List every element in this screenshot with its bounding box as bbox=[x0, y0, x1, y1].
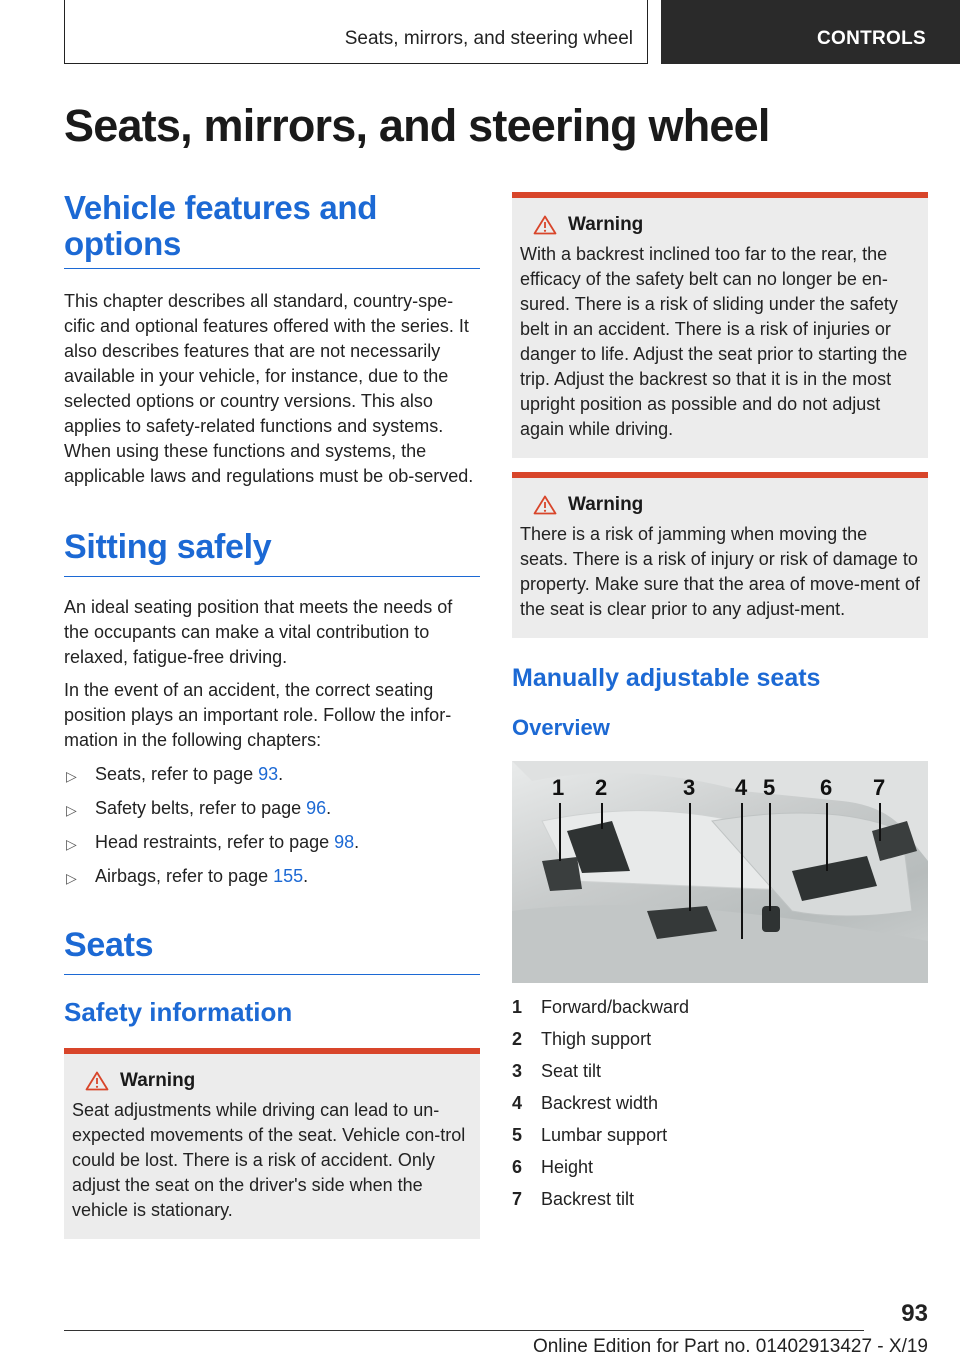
triangle-bullet-icon: ▷ bbox=[66, 768, 77, 784]
page-link[interactable]: 98 bbox=[334, 832, 355, 852]
warning-text: There is a risk of jamming when moving the seats. There is a risk of injury or risk of damage to property. Make sure that the area of move-ment of the seat is clear prior to any adjust-ment. bbox=[520, 524, 920, 619]
seat-controls-photo bbox=[512, 761, 928, 983]
vehicle-features-heading-line1: Vehicle features and bbox=[64, 189, 378, 226]
warning-text: Seat adjustments while driving can lead to un-expected movements of the seat. Vehicle con-trol could be lost. There is a risk of accident. Only adjust the seat on the driver's side when the vehicle is stationary. bbox=[72, 1100, 466, 1220]
legend-number: 2 bbox=[512, 1029, 523, 1049]
warning-header bbox=[520, 494, 920, 516]
warning-label: Warning bbox=[120, 1070, 196, 1091]
list-item-text: Airbags, refer to page 155. bbox=[95, 866, 309, 886]
list-item-text: Seats, refer to page 93. bbox=[95, 764, 284, 784]
legend-label: Seat tilt bbox=[541, 1061, 602, 1081]
sitting-safely-paragraph-2: In the event of an accident, the correct seating position plays an important role. Follow the infor-mation in the following chapters: bbox=[64, 680, 452, 750]
footer-edition: Online Edition for Part no. 01402913427 - X/19 bbox=[532, 1336, 928, 1357]
vehicle-features-body: This chapter describes all standard, country-spe-cific and optional features offered with the series. It also describes features that are not necessarily available in your vehicle, for instance, due to the selected options or country versions. This also applies to safety-related functions and systems. When using these functions and systems, the applicable laws and regulations must be ob-served. bbox=[64, 291, 474, 486]
safety-information-heading: Safety information bbox=[64, 997, 293, 1027]
warning-triangle-icon bbox=[533, 495, 557, 515]
page-title: Seats, mirrors, and steering wheel bbox=[64, 100, 770, 151]
list-item bbox=[64, 797, 480, 821]
list-item bbox=[64, 831, 480, 855]
page-number: 93 bbox=[901, 1300, 928, 1327]
legend-item bbox=[512, 991, 928, 1023]
legend-number: 7 bbox=[512, 1189, 523, 1209]
page-link[interactable]: 96 bbox=[306, 798, 327, 818]
warning-label: Warning bbox=[568, 494, 644, 515]
warning-header bbox=[520, 214, 920, 236]
page-link[interactable]: 155 bbox=[273, 866, 304, 886]
sitting-safely-paragraph-1: An ideal seating position that meets the needs of the occupants can make a vital contribution to relaxed, fatigue-free driving. bbox=[64, 597, 453, 667]
warning-box bbox=[512, 192, 928, 458]
sitting-safely-heading: Sitting safely bbox=[64, 529, 480, 577]
legend-number: 1 bbox=[512, 997, 523, 1017]
legend-item bbox=[512, 1119, 928, 1151]
list-item-text: Head restraints, refer to page 98. bbox=[95, 832, 360, 852]
footer-divider bbox=[64, 1330, 864, 1331]
legend-label: Backrest width bbox=[541, 1093, 659, 1113]
photo-label-3: 3 bbox=[683, 775, 696, 800]
legend-number: 3 bbox=[512, 1061, 523, 1081]
warning-triangle-icon bbox=[85, 1071, 109, 1091]
warning-triangle-icon bbox=[533, 215, 557, 235]
triangle-bullet-icon: ▷ bbox=[66, 836, 77, 852]
photo-label-1: 1 bbox=[552, 775, 565, 800]
legend-item bbox=[512, 1087, 928, 1119]
legend-item bbox=[512, 1183, 928, 1215]
warning-box bbox=[512, 472, 928, 638]
legend-label: Thigh support bbox=[541, 1029, 652, 1049]
left-column bbox=[64, 190, 480, 1239]
seat-illustration bbox=[512, 761, 928, 983]
photo-label-6: 6 bbox=[820, 775, 833, 800]
list-item-text: Safety belts, refer to page 96. bbox=[95, 798, 332, 818]
legend-number: 6 bbox=[512, 1157, 523, 1177]
warning-text: With a backrest inclined too far to the rear, the efficacy of the safety belt can no longer be en-sured. There is a risk of sliding under the safety belt in an accident. There is a risk of injuries or danger to life. Adjust the seat prior to starting the trip. Adjust the backrest so that it is in the most upright position as possible and do not adjust again while driving. bbox=[520, 244, 908, 439]
legend-item bbox=[512, 1055, 928, 1087]
warning-header bbox=[72, 1070, 472, 1092]
triangle-bullet-icon: ▷ bbox=[66, 802, 77, 818]
list-item bbox=[64, 763, 480, 787]
warning-box bbox=[64, 1048, 480, 1239]
photo-label-4: 4 bbox=[735, 775, 748, 800]
legend-label: Height bbox=[541, 1157, 594, 1177]
triangle-bullet-icon: ▷ bbox=[66, 870, 77, 886]
vehicle-features-heading-line2: options bbox=[64, 225, 182, 262]
overview-heading: Overview bbox=[512, 715, 610, 740]
chapter-reference-list bbox=[64, 763, 480, 889]
legend-label: Forward/backward bbox=[541, 997, 690, 1017]
photo-legend bbox=[512, 991, 928, 1215]
legend-item bbox=[512, 1151, 928, 1183]
list-item bbox=[64, 865, 480, 889]
running-header-section: Seats, mirrors, and steering wheel bbox=[344, 28, 633, 49]
running-header-box bbox=[64, 0, 648, 64]
photo-label-7: 7 bbox=[873, 775, 886, 800]
warning-label: Warning bbox=[568, 214, 644, 235]
vehicle-features-heading bbox=[64, 190, 480, 269]
chapter-tab bbox=[661, 0, 960, 64]
right-column bbox=[512, 192, 928, 1215]
chapter-tab-label: CONTROLS bbox=[816, 28, 926, 49]
seats-heading: Seats bbox=[64, 927, 480, 975]
legend-label: Backrest tilt bbox=[541, 1189, 635, 1209]
legend-label: Lumbar support bbox=[541, 1125, 668, 1145]
legend-item bbox=[512, 1023, 928, 1055]
legend-number: 4 bbox=[512, 1093, 523, 1113]
manual-seats-heading: Manually adjustable seats bbox=[512, 664, 821, 692]
photo-label-5: 5 bbox=[763, 775, 776, 800]
photo-label-2: 2 bbox=[595, 775, 608, 800]
page-link[interactable]: 93 bbox=[258, 764, 279, 784]
legend-number: 5 bbox=[512, 1125, 523, 1145]
